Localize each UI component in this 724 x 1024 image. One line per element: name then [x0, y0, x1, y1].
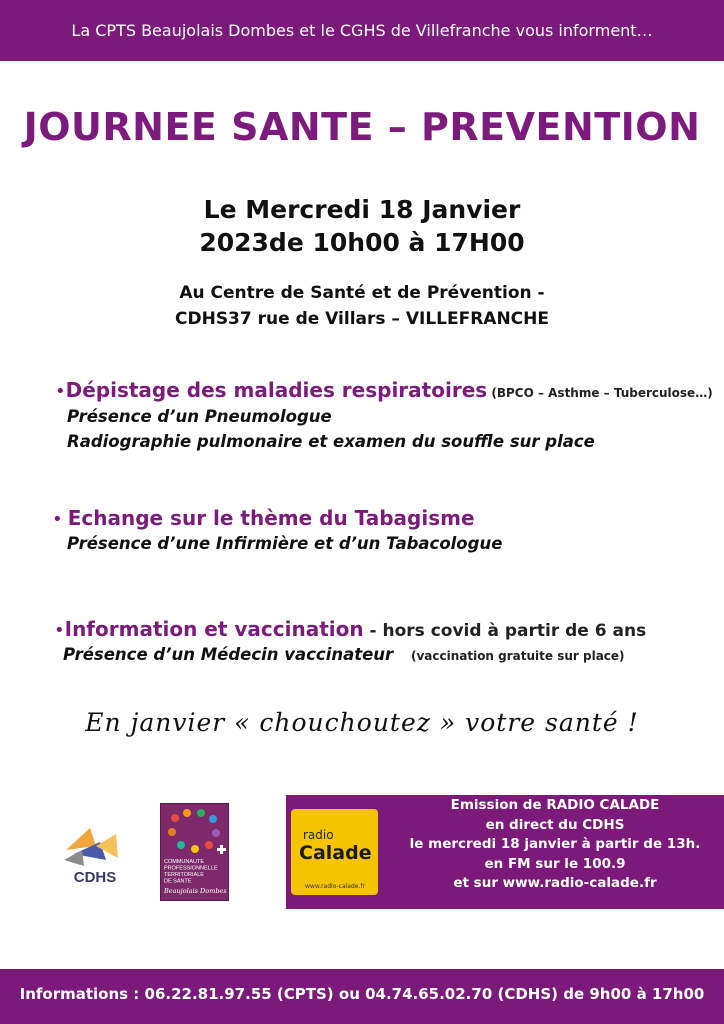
- cpts-logo-sub: Beaujolais Dombes: [164, 887, 227, 895]
- cpts-logo-line: TERRITORIALE: [164, 872, 204, 878]
- bullet-icon: •: [55, 381, 66, 402]
- radio-line: Emission de RADIO CALADE: [450, 797, 660, 813]
- radio-line: en FM sur le 100.9: [484, 855, 626, 872]
- cdhs-logo-icon: [60, 820, 130, 890]
- item-heading: Dépistage des maladies respiratoires: [65, 378, 488, 402]
- list-item-depistage: [0, 378, 724, 454]
- item-heading: Information et vaccination: [64, 617, 364, 641]
- radio-logo-small: radio: [303, 828, 334, 842]
- item-suffix: - hors covid à partir de 6 ans: [363, 621, 647, 641]
- cpts-logo-icon: [161, 804, 228, 900]
- radio-calade-logo: [291, 809, 378, 895]
- cdhs-logo: [60, 820, 130, 890]
- list-item-vaccination: [0, 617, 724, 669]
- cpts-logo-line: PROFESSIONNELLE: [164, 865, 218, 872]
- item-line: Radiographie pulmonaire et examen du souffle sur place: [67, 432, 595, 451]
- item-line: Présence d’un Pneumologue: [67, 407, 332, 426]
- top-banner-text: La CPTS Beaujolais Dombes et le CGHS de Villefranche vous informent…: [71, 21, 653, 40]
- bottom-banner: [0, 969, 724, 1024]
- item-line-note: (vaccination gratuite sur place): [410, 649, 625, 663]
- cpts-logo-line: DE SANTE: [164, 878, 192, 885]
- top-banner: [0, 0, 724, 61]
- event-place-line-2: CDHS37 rue de Villars – VILLEFRANCHE: [175, 309, 549, 329]
- bottom-banner-text: Informations : 06.22.81.97.55 (CPTS) ou 04.74.65.02.70 (CDHS) de 9h00 à 17h00: [19, 985, 705, 1003]
- event-date: [0, 193, 724, 259]
- event-date-line-2: 2023de 10h00 à 17H00: [199, 228, 525, 257]
- list-item-tabagisme: [0, 506, 724, 556]
- item-line: Présence d’un Médecin vaccinateur: [63, 645, 394, 664]
- radio-logo-url: www.radio-calade.fr: [305, 883, 365, 890]
- cpts-logo-line: COMMUNAUTE: [164, 859, 205, 865]
- page-title: JOURNEE SANTE – PREVENTION: [23, 105, 701, 149]
- radio-logo-name: Calade: [299, 842, 372, 864]
- cdhs-logo-text: CDHS: [73, 869, 117, 886]
- item-line: Présence d’une Infirmière et d’un Tabacologue: [67, 534, 503, 553]
- cpts-logo: [160, 803, 229, 901]
- event-place: [0, 280, 724, 332]
- tagline: En janvier « chouchoutez » votre santé !: [85, 708, 639, 737]
- radio-info: [395, 796, 715, 894]
- item-heading: Echange sur le thème du Tabagisme: [67, 506, 475, 530]
- event-date-line-1: Le Mercredi 18 Janvier: [203, 195, 521, 224]
- radio-line: le mercredi 18 janvier à partir de 13h.: [409, 836, 701, 853]
- radio-line: et sur www.radio-calade.fr: [453, 875, 657, 892]
- event-place-line-1: Au Centre de Santé et de Prévention -: [179, 283, 545, 303]
- bullet-icon: •: [54, 620, 65, 641]
- radio-line: en direct du CDHS: [485, 816, 625, 833]
- item-note: (BPCO – Asthme – Tuberculose…): [487, 386, 713, 400]
- bullet-icon: •: [52, 509, 63, 530]
